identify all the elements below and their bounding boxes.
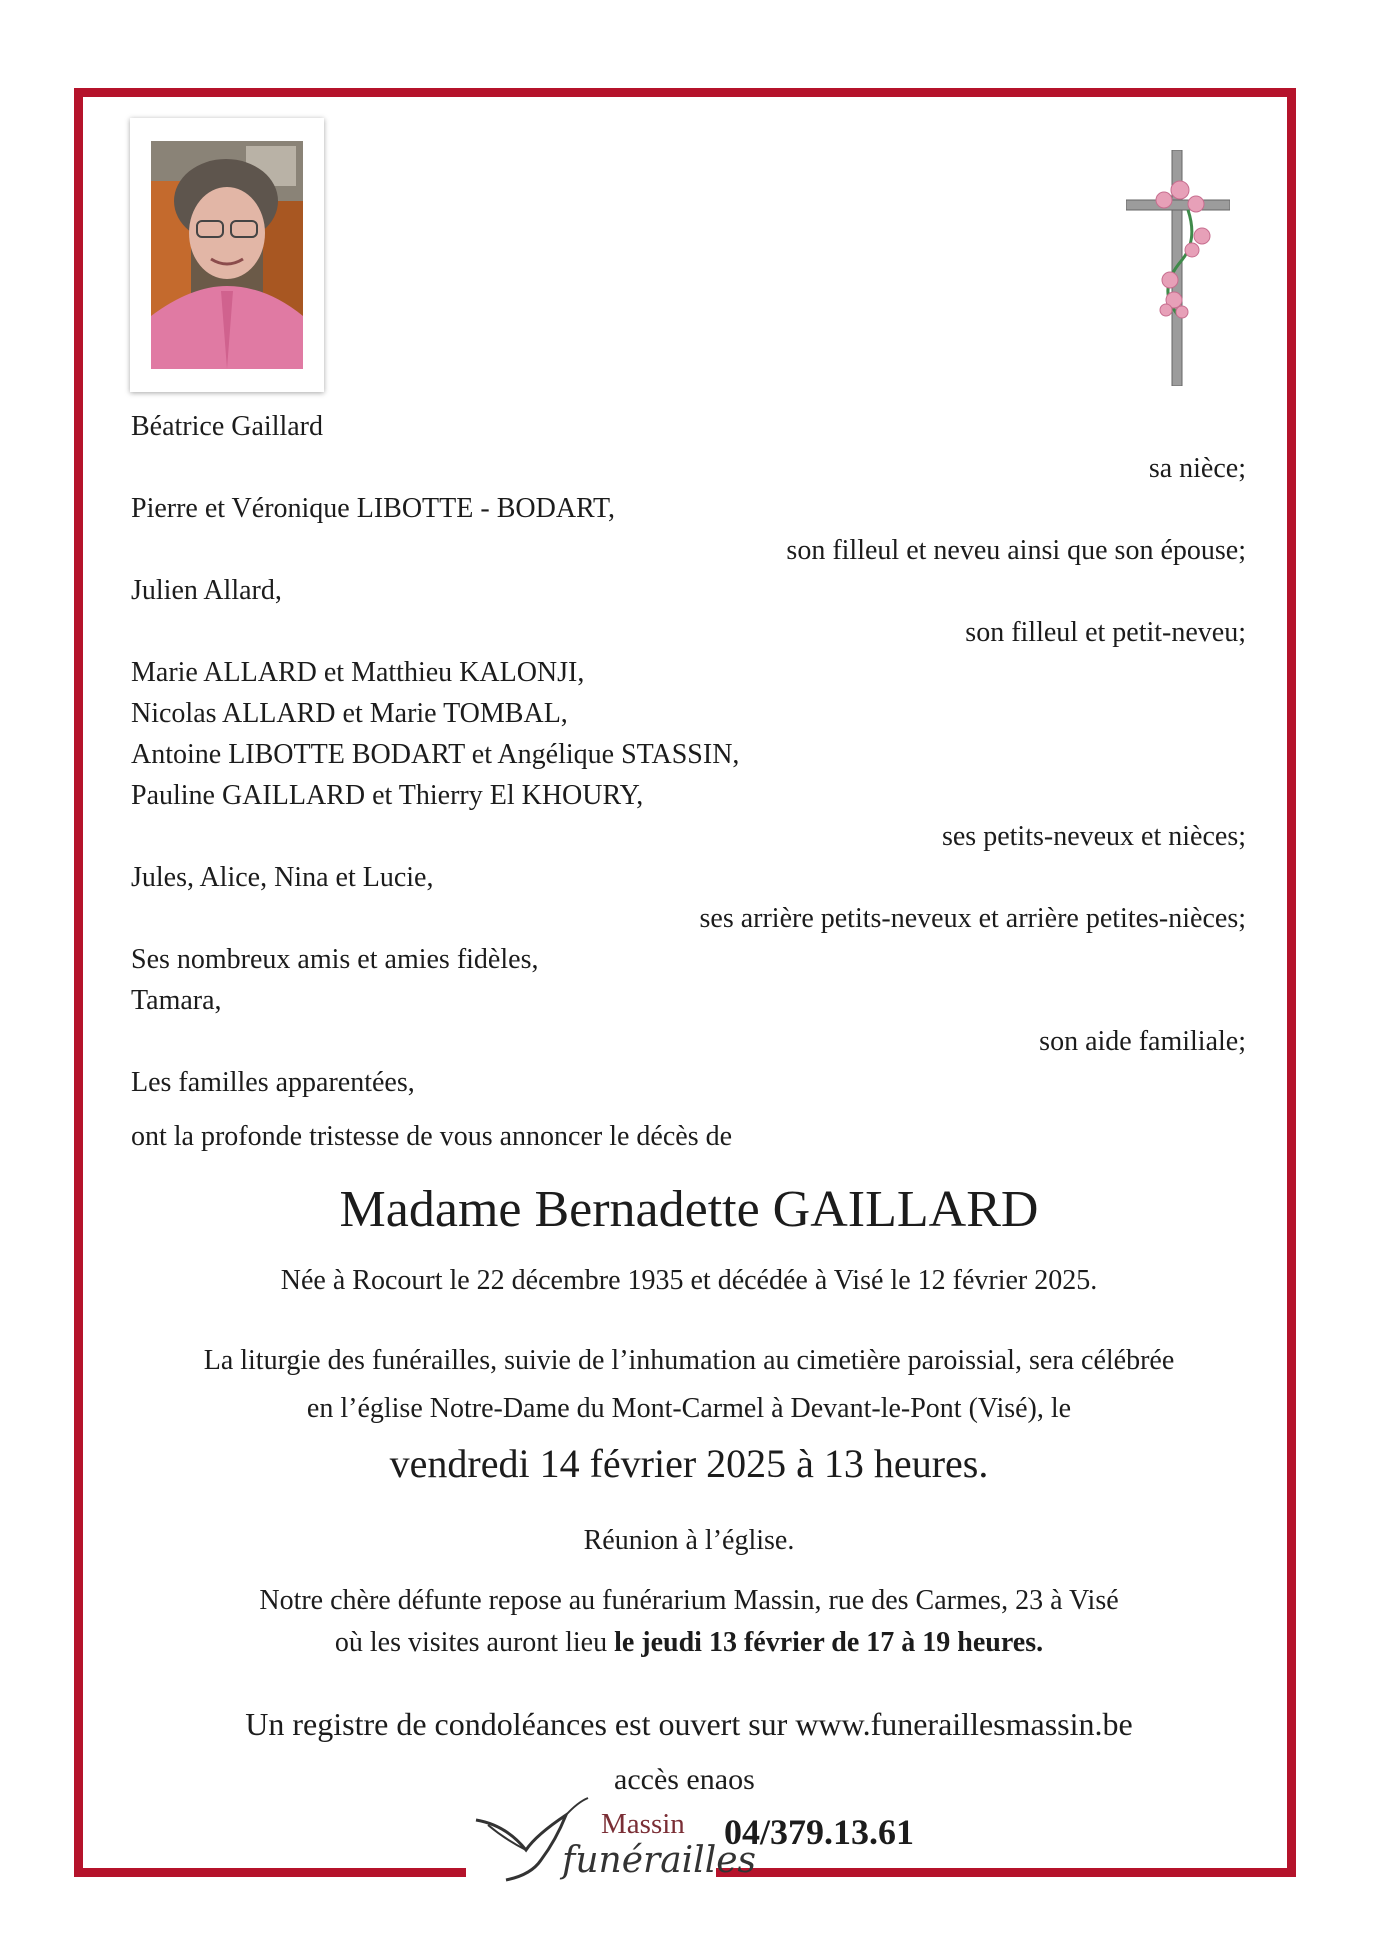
condolence-registry: Un registre de condoléances est ouvert sur www.funeraillesmassin.be <box>245 1706 1133 1742</box>
family-relation: son aide familiale; <box>1039 1026 1246 1057</box>
announcement-text: ont la profonde tristesse de vous annoncer le décès de <box>131 1121 733 1152</box>
family-name: Antoine LIBOTTE BODART et Angélique STASSIN, <box>131 739 740 770</box>
deceased-name: Madame Bernadette GAILLARD <box>339 1181 1039 1238</box>
family-relation: sa nièce; <box>1148 453 1246 484</box>
access-text: accès enaos <box>610 1762 759 1798</box>
family-name: Nicolas ALLARD et Marie TOMBAL, <box>131 698 568 729</box>
visit-line-2 <box>0 1626 1378 1660</box>
visit-schedule: le jeudi 13 février de 17 à 19 heures. <box>614 1627 1044 1658</box>
family-relation: son filleul et neveu ainsi que son épouse; <box>786 535 1246 566</box>
family-name: Jules, Alice, Nina et Lucie, <box>131 862 434 893</box>
phone-number[interactable]: 04/379.13.61 <box>724 1812 915 1852</box>
family-name: Tamara, <box>131 985 222 1016</box>
family-relation: ses petits-neveux et nièces; <box>941 821 1246 852</box>
visit-line-2-prefix: où les visites auront lieu <box>334 1627 608 1658</box>
liturgy-line-1: La liturgie des funérailles, suivie de l’inhumation au cimetière paroissial, sera célébrée <box>203 1345 1175 1376</box>
visit-line-1: Notre chère défunte repose au funérarium Massin, rue des Carmes, 23 à Visé <box>259 1585 1119 1616</box>
family-name: Pauline GAILLARD et Thierry El KHOURY, <box>131 780 644 811</box>
family-name: Les familles apparentées, <box>131 1067 415 1098</box>
liturgy-line-2: en l’église Notre-Dame du Mont-Carmel à Devant-le-Pont (Visé), le <box>306 1393 1072 1424</box>
funeral-datetime: vendredi 14 février 2025 à 13 heures. <box>389 1441 989 1486</box>
funeral-home-name: Massin <box>601 1808 685 1840</box>
family-name: Julien Allard, <box>131 575 282 606</box>
funeral-home-script: funérailles <box>562 1840 756 1881</box>
family-name: Marie ALLARD et Matthieu KALONJI, <box>131 657 585 688</box>
family-name: Béatrice Gaillard <box>131 411 324 442</box>
family-relation: ses arrière petits-neveux et arrière petites-nièces; <box>699 903 1246 934</box>
family-name: Pierre et Véronique LIBOTTE - BODART, <box>131 493 616 524</box>
portrait-photo <box>130 118 324 392</box>
reunion-text: Réunion à l’église. <box>583 1525 795 1556</box>
birth-death-line: Née à Rocourt le 22 décembre 1935 et décédée à Visé le 12 février 2025. <box>280 1265 1098 1296</box>
family-relation: son filleul et petit-neveu; <box>965 617 1246 648</box>
flowered-cross-icon <box>1126 150 1230 386</box>
family-name: Ses nombreux amis et amies fidèles, <box>131 944 539 975</box>
